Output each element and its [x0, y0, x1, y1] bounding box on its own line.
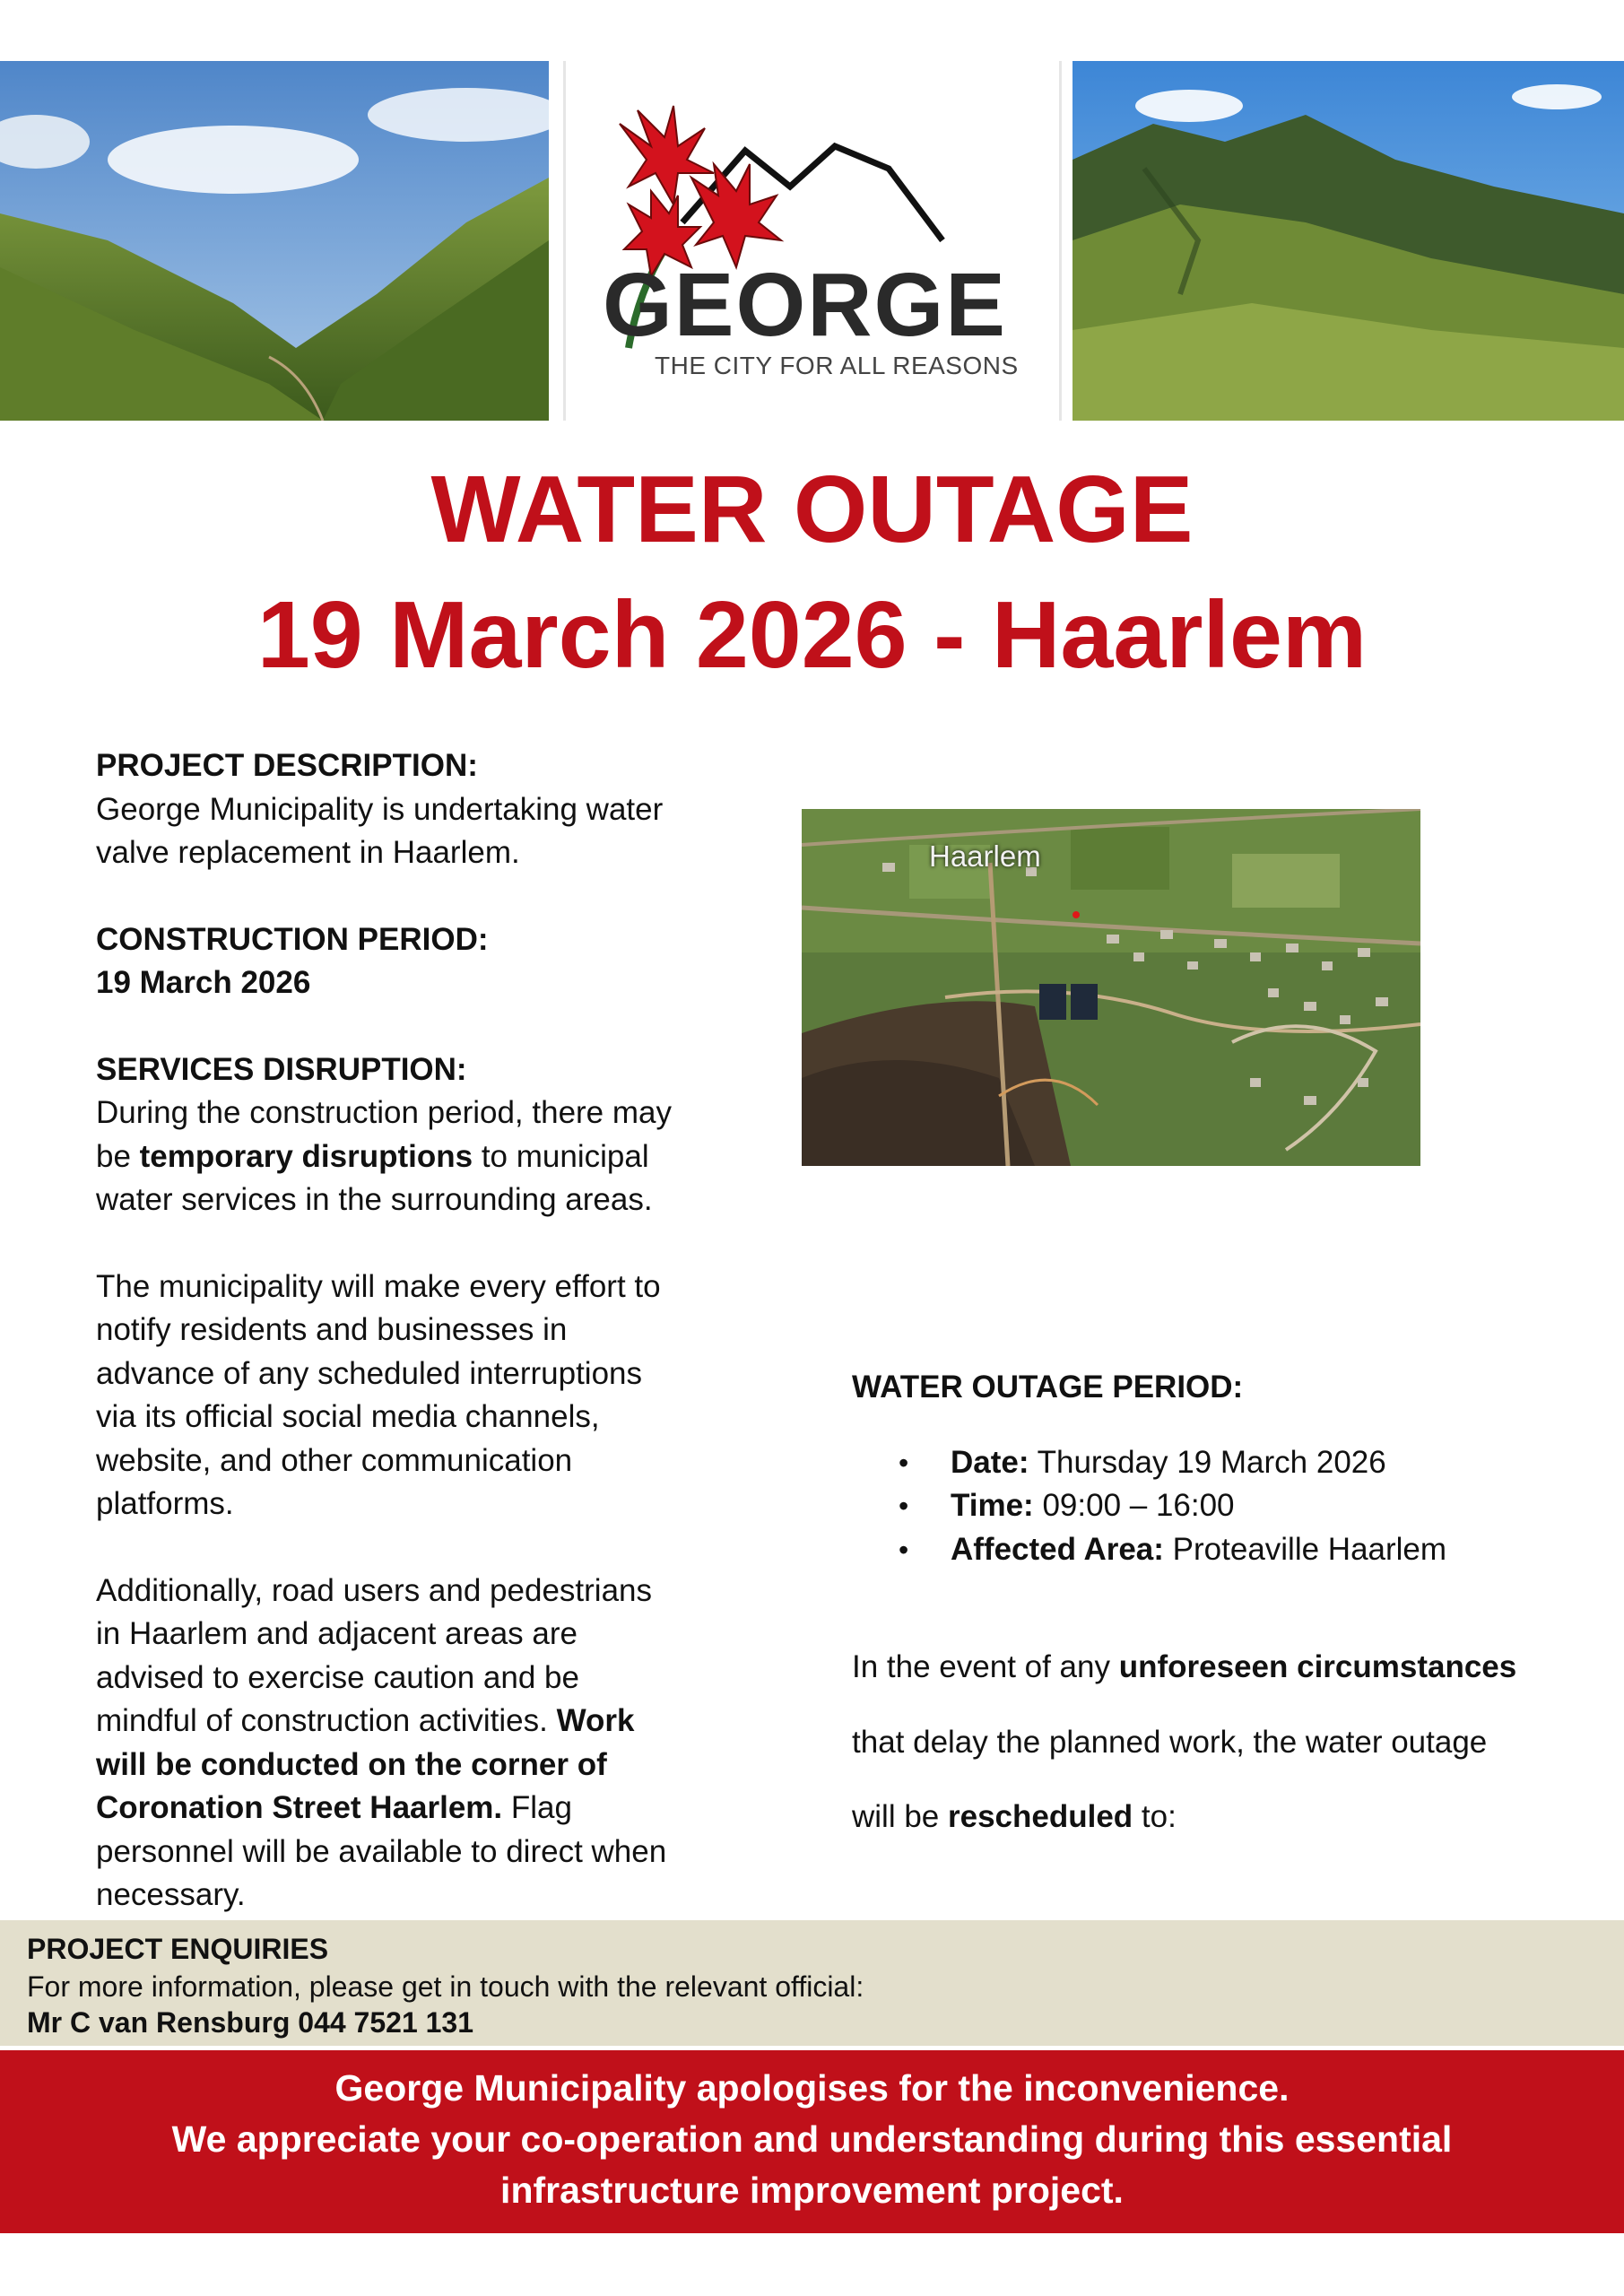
- enquiries-heading: PROJECT ENQUIRIES: [27, 1933, 329, 1965]
- project-description-heading: PROJECT DESCRIPTION:: [96, 748, 478, 783]
- caution-line: in Haarlem and adjacent areas are: [96, 1616, 578, 1651]
- construction-period: [96, 918, 724, 1005]
- logo-tagline: THE CITY FOR ALL REASONS: [655, 352, 1019, 379]
- contingency-line: that delay the planned work, the water outage: [852, 1724, 1488, 1760]
- contingency-line: In the event of any unforeseen circumstances: [852, 1649, 1517, 1684]
- caution-paragraph: [96, 1570, 724, 1918]
- notify-line: The municipality will make every effort to: [96, 1268, 661, 1304]
- left-column: [96, 744, 724, 1961]
- list-item: • Time: 09:00 – 16:00: [852, 1484, 1569, 1528]
- banner-line: George Municipality apologises for the inconvenience.: [334, 2067, 1290, 2109]
- enquiries-contact: Mr C van Rensburg 044 7521 131: [27, 2006, 474, 2039]
- apology-banner: [0, 2050, 1624, 2233]
- notify-line: website, and other communication: [96, 1442, 573, 1478]
- emphasis-text: temporary disruptions: [139, 1138, 473, 1174]
- page-subtitle: 19 March 2026 - Haarlem: [256, 582, 1368, 688]
- notify-line: notify residents and businesses in: [96, 1312, 568, 1347]
- satellite-map-image: [802, 809, 1420, 1166]
- services-disruption-heading: SERVICES DISRUPTION:: [96, 1051, 467, 1087]
- mountain-photo-right: [1073, 61, 1624, 421]
- construction-period-value: 19 March 2026: [96, 965, 311, 1000]
- project-description: [96, 744, 724, 875]
- map-label: Haarlem: [929, 839, 1041, 873]
- construction-period-heading: CONSTRUCTION PERIOD:: [96, 921, 489, 957]
- caution-line: Additionally, road users and pedestrians: [96, 1572, 653, 1608]
- caution-line: will be conducted on the corner of: [96, 1746, 607, 1782]
- project-description-line: George Municipality is undertaking water: [96, 791, 664, 827]
- notify-line: advance of any scheduled interruptions: [96, 1355, 643, 1391]
- services-disruption: [96, 1048, 724, 1222]
- caution-line: necessary.: [96, 1877, 246, 1912]
- project-description-line: valve replacement in Haarlem.: [96, 835, 520, 870]
- caution-line: advised to exercise caution and be: [96, 1659, 579, 1695]
- water-outage-period-heading: WATER OUTAGE PERIOD:: [852, 1370, 1244, 1405]
- contingency-line: will be rescheduled to:: [852, 1799, 1177, 1834]
- services-disruption-line: water services in the surrounding areas.: [96, 1182, 653, 1217]
- caution-line: Coronation Street Haarlem. Flag: [96, 1790, 572, 1825]
- list-item: • Date: Thursday 19 March 2026: [852, 1441, 1569, 1485]
- page-title: WATER OUTAGE: [430, 457, 1194, 562]
- services-disruption-line: be temporary disruptions to municipal: [96, 1138, 649, 1174]
- enquiries-text: For more information, please get in touch with the relevant official:: [27, 1970, 864, 2003]
- outage-details-list: [852, 1441, 1569, 1572]
- notify-line: via its official social media channels,: [96, 1399, 600, 1434]
- notify-line: platforms.: [96, 1486, 234, 1521]
- right-column: [852, 1335, 1569, 2001]
- project-enquiries-box: [0, 1920, 1624, 2046]
- mountain-photo-left: [0, 61, 549, 421]
- logo-wordmark: GEORGE: [603, 255, 1007, 355]
- services-disruption-line: During the construction period, there may: [96, 1095, 672, 1130]
- list-item: • Affected Area: Proteaville Haarlem: [852, 1528, 1569, 1572]
- caution-line: personnel will be available to direct when: [96, 1833, 667, 1869]
- notify-paragraph: [96, 1265, 724, 1526]
- caution-line: mindful of construction activities. Work: [96, 1703, 635, 1738]
- banner-line: We appreciate your co-operation and understanding during this essential: [171, 2118, 1453, 2160]
- banner-line: infrastructure improvement project.: [500, 2170, 1124, 2211]
